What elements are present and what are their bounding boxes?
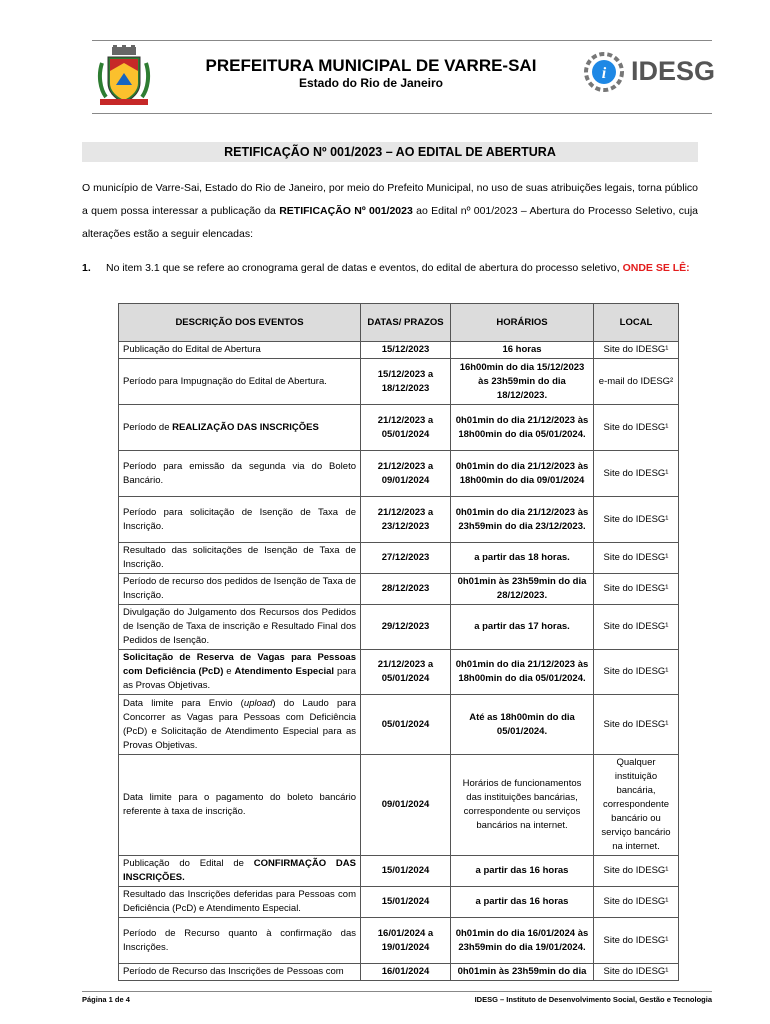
description-part: Período para solicitação de Isenção de Taxa de Inscrição.	[123, 506, 356, 532]
event-local: Site do IDESG¹	[594, 342, 679, 359]
event-hours: 0h01min do dia 21/12/2023 às 18h00min do dia 05/01/2024.	[451, 405, 594, 451]
event-hours: 0h01min do dia 16/01/2024 às 23h59min do dia 19/01/2024.	[451, 918, 594, 964]
description-part: Data limite para o pagamento do boleto bancário referente à taxa de inscrição.	[123, 792, 356, 817]
table-row	[119, 650, 679, 695]
event-hours: 16 horas	[451, 342, 594, 359]
svg-text:i: i	[601, 65, 607, 82]
table-row	[119, 451, 679, 497]
event-dates: 05/01/2024	[361, 695, 451, 755]
description-part: CONFIRMAÇÃO DAS INSCRIÇÕES.	[123, 858, 356, 883]
event-dates: 16/01/2024	[361, 964, 451, 981]
municipal-crest-icon	[96, 45, 152, 107]
description-part: Solicitação de Reserva de Vagas para Pessoas com Deficiência (PcD)	[123, 652, 356, 677]
event-dates: 15/01/2024	[361, 856, 451, 887]
event-local: Site do IDESG¹	[594, 605, 679, 650]
description-part: Período para Impugnação do Edital de Abertura.	[123, 375, 327, 387]
table-row	[119, 605, 679, 650]
description-part: Período de Recurso quanto à confirmação das Inscrições.	[123, 927, 356, 953]
description-part: Período de Recurso das Inscrições de Pessoas com	[123, 966, 344, 977]
table-row	[119, 964, 679, 981]
event-description	[119, 342, 361, 359]
event-description	[119, 451, 361, 497]
description-part: ) do Laudo para Concorrer as Vagas para Pessoas com Deficiência (PcD) e Solicitação de Atendimento Especial para as Provas Objetivas.	[123, 697, 356, 751]
table-row	[119, 918, 679, 964]
table-header-row	[119, 304, 679, 342]
table-row	[119, 755, 679, 856]
event-description	[119, 887, 361, 918]
event-description	[119, 497, 361, 543]
event-description	[119, 695, 361, 755]
event-hours: 0h01min às 23h59min do dia	[451, 964, 594, 981]
header-top-rule	[92, 40, 712, 41]
event-hours: a partir das 17 horas.	[451, 605, 594, 650]
header-local: LOCAL	[594, 304, 679, 342]
document-title: RETIFICAÇÃO Nº 001/2023 – AO EDITAL DE ABERTURA	[82, 142, 698, 162]
event-local: Site do IDESG¹	[594, 650, 679, 695]
table-row	[119, 543, 679, 574]
footer-rule	[82, 991, 712, 992]
page-subtitle: Estado do Rio de Janeiro	[298, 76, 444, 90]
event-local: Site do IDESG¹	[594, 887, 679, 918]
event-local: Site do IDESG¹	[594, 405, 679, 451]
event-description	[119, 650, 361, 695]
event-dates: 28/12/2023	[361, 574, 451, 605]
event-hours: 0h01min do dia 21/12/2023 às 23h59min do dia 23/12/2023.	[451, 497, 594, 543]
intro-paragraph	[82, 177, 698, 246]
event-hours: Até as 18h00min do dia 05/01/2024.	[451, 695, 594, 755]
event-dates: 21/12/2023 a 05/01/2024	[361, 650, 451, 695]
description-part: Resultado das solicitações de Isenção de Taxa de Inscrição.	[123, 545, 356, 570]
event-hours: a partir das 16 horas	[451, 856, 594, 887]
event-description	[119, 405, 361, 451]
event-description	[119, 755, 361, 856]
table-row	[119, 359, 679, 405]
intro-text-1: O município de Varre-Sai, Estado do Rio de Janeiro, por meio do Prefeito Municipal, no uso de suas atribuições legais, torna público a quem possa interessar a publicação da	[82, 182, 698, 217]
description-part: Período de recurso dos pedidos de Isenção de Taxa de Inscrição.	[123, 576, 356, 601]
header-bottom-rule	[92, 113, 712, 114]
event-dates: 09/01/2024	[361, 755, 451, 856]
table-row	[119, 695, 679, 755]
event-dates: 21/12/2023 a 05/01/2024	[361, 405, 451, 451]
description-part: Atendimento Especial	[234, 666, 335, 677]
description-part: Publicação do Edital de	[123, 858, 254, 869]
header-hours: HORÁRIOS	[451, 304, 594, 342]
idesg-logo-text: IDESG	[631, 56, 716, 86]
item-1	[82, 262, 698, 274]
description-part: Período para emissão da segunda via do Boleto Bancário.	[123, 460, 356, 486]
event-description	[119, 574, 361, 605]
description-part: REALIZAÇÃO DAS INSCRIÇÕES	[172, 421, 319, 433]
description-part: Publicação do Edital de Abertura	[123, 344, 261, 355]
event-dates: 15/12/2023 a 18/12/2023	[361, 359, 451, 405]
event-hours: 0h01min do dia 21/12/2023 às 18h00min do dia 05/01/2024.	[451, 650, 594, 695]
event-hours: 16h00min do dia 15/12/2023 às 23h59min do dia 18/12/2023.	[451, 359, 594, 405]
description-part: Divulgação do Julgamento dos Recursos dos Pedidos de Isenção de Taxa de inscrição e Resultado Final dos Pedidos de Isenção.	[123, 607, 356, 646]
event-hours: a partir das 18 horas.	[451, 543, 594, 574]
event-local: Site do IDESG¹	[594, 543, 679, 574]
table-row	[119, 856, 679, 887]
event-local: Site do IDESG¹	[594, 918, 679, 964]
item-highlight: ONDE SE LÊ:	[622, 262, 690, 274]
event-description	[119, 605, 361, 650]
event-hours: 0h01min às 23h59min do dia 28/12/2023.	[451, 574, 594, 605]
event-description	[119, 359, 361, 405]
event-hours: 0h01min do dia 21/12/2023 às 18h00min do dia 09/01/2024	[451, 451, 594, 497]
page-number: Página 1 de 4	[82, 995, 130, 1004]
item-text: No item 3.1 que se refere ao cronograma geral de datas e eventos, do edital de abertura do processo seletivo,	[106, 262, 623, 274]
event-hours: a partir das 16 horas	[451, 887, 594, 918]
event-dates: 15/12/2023	[361, 342, 451, 359]
event-dates: 15/01/2024	[361, 887, 451, 918]
event-local: Site do IDESG¹	[594, 856, 679, 887]
event-local: Site do IDESG¹	[594, 695, 679, 755]
table-row	[119, 405, 679, 451]
event-local: Site do IDESG¹	[594, 964, 679, 981]
description-part: upload	[243, 697, 273, 709]
header-dates: DATAS/ PRAZOS	[361, 304, 451, 342]
event-local: e-mail do IDESG²	[594, 359, 679, 405]
footer-institution: IDESG – Instituto de Desenvolvimento Social, Gestão e Tecnologia	[474, 995, 712, 1004]
description-part: Resultado das Inscrições deferidas para Pessoas com Deficiência (PcD) e Atendimento Especial.	[123, 889, 356, 914]
event-description	[119, 964, 361, 981]
event-description	[119, 543, 361, 574]
event-description	[119, 856, 361, 887]
event-dates: 27/12/2023	[361, 543, 451, 574]
event-local: Site do IDESG¹	[594, 574, 679, 605]
header-description: DESCRIÇÃO DOS EVENTOS	[119, 304, 361, 342]
schedule-table	[118, 303, 679, 981]
table-row	[119, 342, 679, 359]
event-description	[119, 918, 361, 964]
table-row	[119, 574, 679, 605]
description-part: Data limite para Envio (	[123, 697, 244, 709]
event-local: Site do IDESG¹	[594, 451, 679, 497]
event-local: Qualquer instituição bancária, correspondente bancário ou serviço bancário na internet.	[594, 755, 679, 856]
table-row	[119, 887, 679, 918]
item-number: 1.	[82, 262, 91, 274]
event-dates: 16/01/2024 a 19/01/2024	[361, 918, 451, 964]
event-dates: 29/12/2023	[361, 605, 451, 650]
event-dates: 21/12/2023 a 23/12/2023	[361, 497, 451, 543]
event-hours: Horários de funcionamentos das instituições bancárias, correspondente ou serviços bancários na internet.	[451, 755, 594, 856]
description-part: Período de	[123, 421, 173, 433]
intro-text-2: ao Edital nº 001/2023 – Abertura do Processo Seletivo, cuja alterações estão a seguir elencadas:	[82, 205, 698, 240]
description-part: para as Provas Objetivas.	[123, 666, 357, 691]
table-row	[119, 497, 679, 543]
page-title: PREFEITURA MUNICIPAL DE VARRE-SAI	[205, 56, 537, 75]
description-part: e	[223, 666, 235, 677]
intro-bold: RETIFICAÇÃO Nº 001/2023	[279, 205, 413, 217]
event-local: Site do IDESG¹	[594, 497, 679, 543]
event-dates: 21/12/2023 a 09/01/2024	[361, 451, 451, 497]
